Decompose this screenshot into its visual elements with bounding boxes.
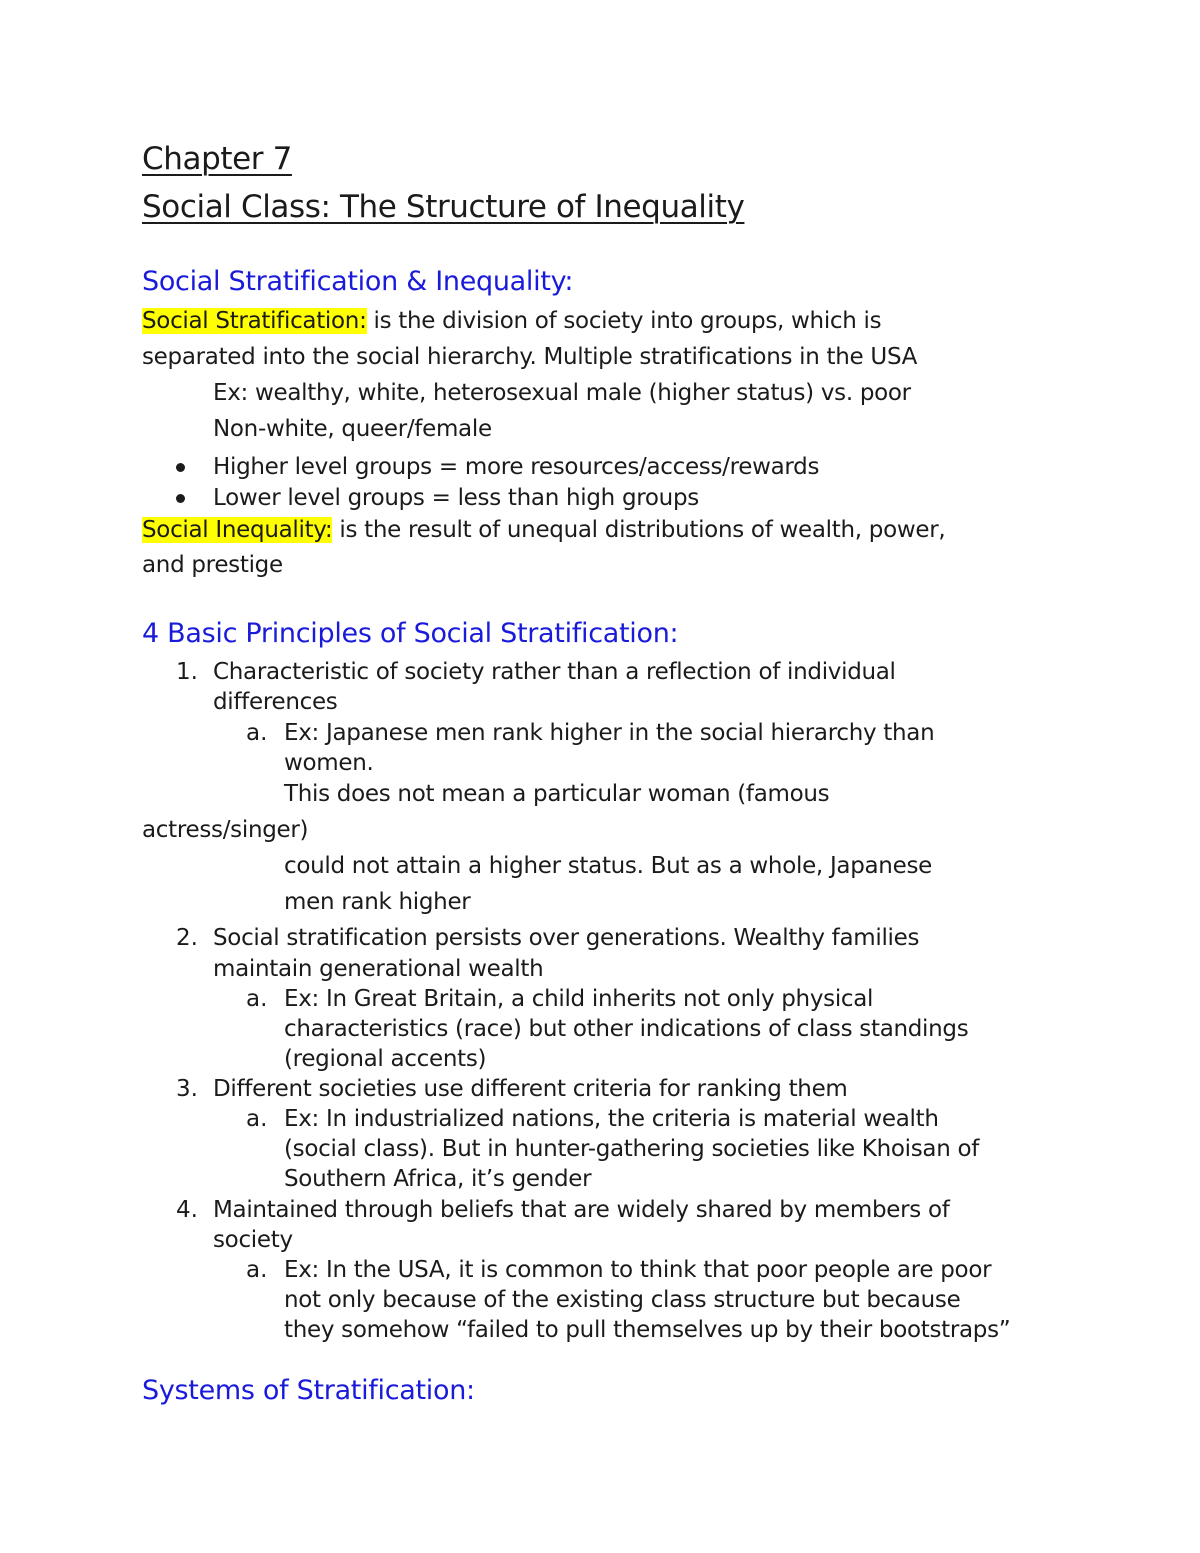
example-line: Ex: wealthy, white, heterosexual male (higher status) vs. poor <box>213 380 911 406</box>
sub-item-text: Ex: In the USA, it is common to think that poor people are poor <box>284 1257 992 1283</box>
sub-item-text: women. <box>284 750 374 776</box>
list-item-text: differences <box>213 689 338 715</box>
list-item-text: Social stratification persists over generations. Wealthy families <box>213 925 920 951</box>
definition-text-line: separated into the social hierarchy. Multiple stratifications in the USA <box>142 344 918 370</box>
section-heading-stratification-inequality: Social Stratification & Inequality: <box>142 266 574 297</box>
bullet-item: Lower level groups = less than high groups <box>213 485 699 511</box>
sub-item-text: not only because of the existing class structure but because <box>284 1287 961 1313</box>
sub-item-text: actress/singer) <box>142 817 309 843</box>
sub-list-letter: a. <box>246 1257 268 1283</box>
sub-list-letter: a. <box>246 1106 268 1132</box>
list-number: 4. <box>176 1197 198 1223</box>
sub-item-text: (regional accents) <box>284 1046 487 1072</box>
definition-text: is the result of unequal distributions of wealth, power, <box>332 517 946 543</box>
sub-item-text: they somehow “failed to pull themselves up by their bootstraps” <box>284 1317 1011 1343</box>
section-heading-basic-principles: 4 Basic Principles of Social Stratification: <box>142 618 679 649</box>
sub-item-text: Ex: Japanese men rank higher in the social hierarchy than <box>284 720 935 746</box>
sub-item-text: Ex: In Great Britain, a child inherits not only physical <box>284 986 874 1012</box>
example-line: Non-white, queer/female <box>213 416 492 442</box>
bullet-item: Higher level groups = more resources/access/rewards <box>213 454 820 480</box>
chapter-title: Chapter 7 <box>142 141 292 177</box>
definition-text-line: and prestige <box>142 552 283 578</box>
sub-item-text: Southern Africa, it’s gender <box>284 1166 592 1192</box>
list-number: 2. <box>176 925 198 951</box>
sub-item-text: men rank higher <box>284 889 471 915</box>
bullet-dot-icon <box>176 463 185 472</box>
term-social-inequality: Social Inequality: <box>142 517 333 543</box>
list-item-text: Characteristic of society rather than a reflection of individual <box>213 659 896 685</box>
list-item-text: maintain generational wealth <box>213 956 544 982</box>
sub-item-text: Ex: In industrialized nations, the criteria is material wealth <box>284 1106 939 1132</box>
sub-list-letter: a. <box>246 720 268 746</box>
list-item-text: Different societies use different criteria for ranking them <box>213 1076 848 1102</box>
sub-item-text: (social class). But in hunter-gathering societies like Khoisan of <box>284 1136 980 1162</box>
sub-list-letter: a. <box>246 986 268 1012</box>
definition-social-stratification <box>142 306 881 336</box>
sub-item-text: This does not mean a particular woman (famous <box>284 781 830 807</box>
sub-item-text: characteristics (race) but other indications of class standings <box>284 1016 969 1042</box>
list-item-text: Maintained through beliefs that are widely shared by members of <box>213 1197 950 1223</box>
list-number: 1. <box>176 659 198 685</box>
section-heading-systems-of-stratification: Systems of Stratification: <box>142 1375 475 1406</box>
definition-social-inequality <box>142 515 945 545</box>
list-item-text: society <box>213 1227 293 1253</box>
term-social-stratification: Social Stratification: <box>142 308 367 334</box>
document-title: Social Class: The Structure of Inequality <box>142 189 745 225</box>
sub-item-text: could not attain a higher status. But as a whole, Japanese <box>284 853 932 879</box>
list-number: 3. <box>176 1076 198 1102</box>
bullet-dot-icon <box>176 494 185 503</box>
definition-text: is the division of society into groups, which is <box>366 308 882 334</box>
